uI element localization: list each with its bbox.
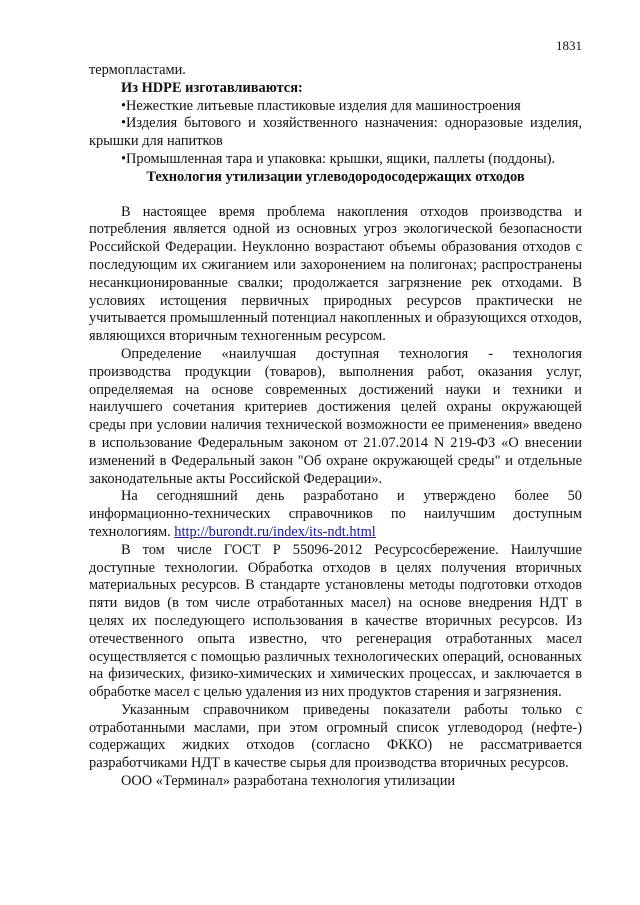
paragraph: Определение «наилучшая доступная технология - технология производства продукции (товаров), выполнения работ, оказания услуг, определяемая на основе современных достижений науки и техники и наилучшего сочетания критериев достижения целей охраны окружающей среды при условии наличия технической возможности ее применения» введено в использование Федеральным законом от 21.07.2014 N 219-ФЗ «О внесении изменений в Федеральный закон "Об охране окружающей среды" и отдельные законодательные акты Российской Федерации». — [89, 345, 582, 487]
paragraph: ООО «Терминал» разработана технология утилизации — [121, 773, 456, 790]
body-text — [89, 62, 582, 791]
spacer — [89, 187, 582, 204]
intro-fragment: термопластами. — [89, 62, 186, 78]
paragraph: В настоящее время проблема накопления отходов производства и потребления является одной из основных угроз экологической безопасности Российской Федерации. Неуклонно возрастают объемы образования отходов с последующим их сжиганием или захоронением на полигонах; распространены несанкционированные свалки; продолжается загрязнение рек отходами. В условиях истощения первичных природных ресурсов практически не учитывается промышленный потенциал накопленных и образующихся отходов, являющихся вторичным техногенным ресурсом. — [89, 203, 582, 345]
list-item: •Промышленная тара и упаковка: крышки, ящики, паллеты (поддоны). — [121, 150, 556, 167]
list-item: •Изделия бытового и хозяйственного назначения: одноразовые изделия, крышки для напитков — [89, 115, 582, 150]
section-heading: Технология утилизации углеводородосодержащих отходов — [146, 168, 525, 185]
paragraph — [89, 488, 582, 541]
hdpe-heading: Из HDPE изготавливаются: — [121, 79, 303, 96]
paragraph: В том числе ГОСТ Р 55096-2012 Ресурсосбережение. Наилучшие доступные технологии. Обработка отходов в целях получения вторичных материальных ресурсов. В стандарте установлены методы подготовки отходов пяти видов (в том числе отработанных масел) на основе внедрения НДТ в целях их последующего использования в качестве вторичных ресурсов. Из отечественного опыта известно, что регенерация отработанных масел осуществляется с помощью различных технологических операций, основанных на физических, физико-химических и химических процессах, и заключается в обработке масел с целью удаления из них продуктов старения и загрязнения. — [89, 541, 582, 701]
paragraph: Указанным справочником приведены показатели работы только с отработанными маслами, при этом огромный список углеводород (нефте-) содержащих жидких отходов (согласно ФККО) не рассматривается разработчиками НДТ в качестве сырья для производства вторичных ресурсов. — [89, 701, 582, 772]
its-ndt-link[interactable]: http://burondt.ru/index/its-ndt.html — [174, 523, 376, 540]
paragraph-text: На сегодняшний день разработано и утверждено более 50 информационно-технических справочников по наилучшим доступным технологиям. — [89, 488, 582, 540]
list-item: •Нежесткие литьевые пластиковые изделия для машиностроения — [121, 97, 521, 114]
page-number: 1831 — [556, 38, 582, 53]
